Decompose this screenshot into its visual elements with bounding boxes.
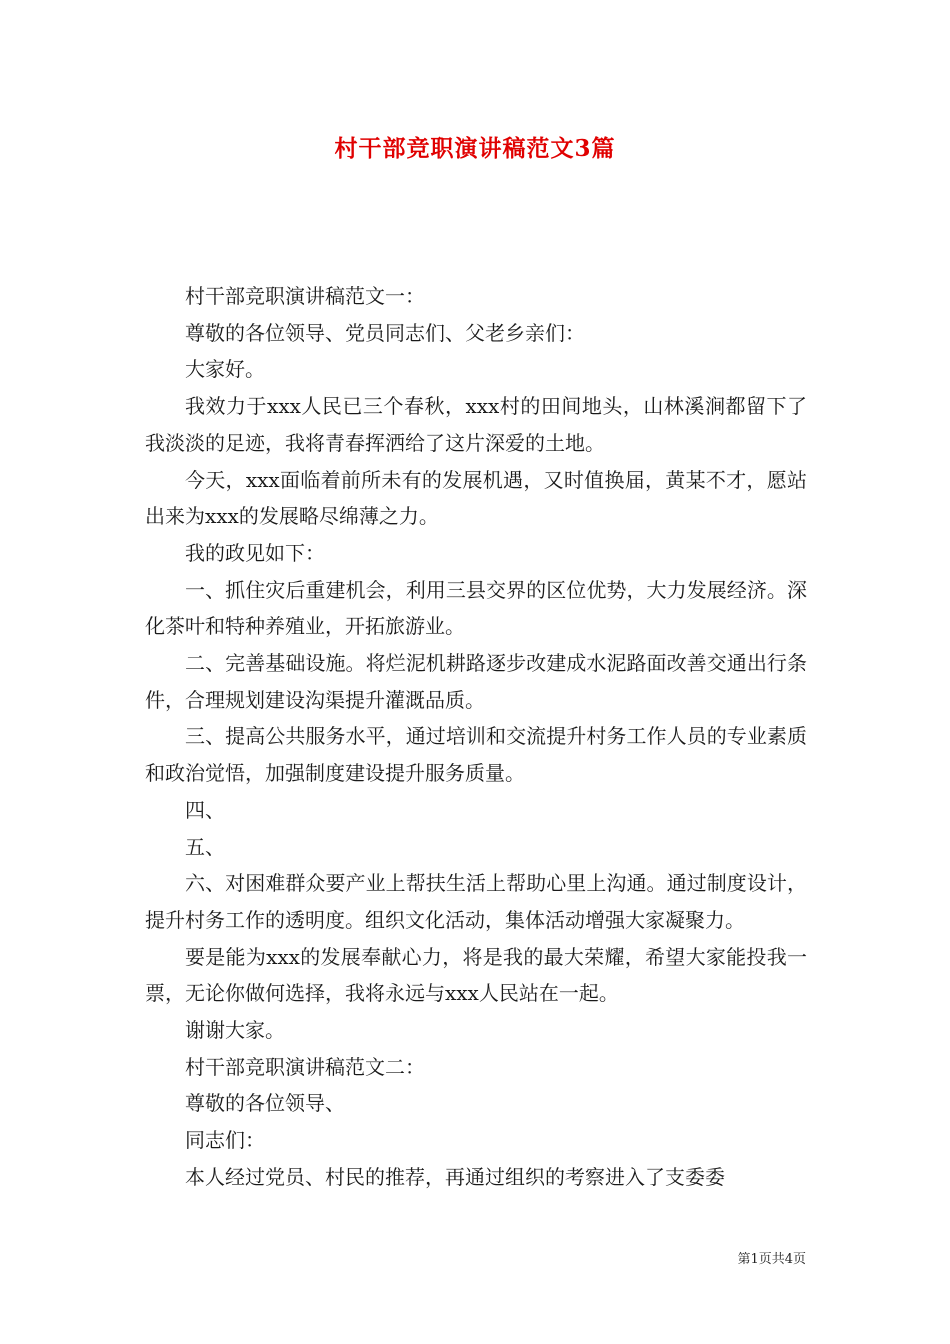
paragraph: 尊敬的各位领导、党员同志们、父老乡亲们： (185, 320, 585, 345)
paragraph: 五、 (185, 834, 225, 859)
paragraph: 我效力于xxx人民已三个春秋，xxx村的田间地头，山林溪涧都留下了我淡淡的足迹，我将青春挥洒给了这片深爱的土地。 (145, 394, 807, 455)
paragraph: 尊敬的各位领导、 (185, 1091, 345, 1116)
paragraph: 谢谢大家。 (185, 1018, 285, 1043)
paragraph: 村干部竞职演讲稿范文一： (185, 284, 425, 308)
paragraph: 本人经过党员、村民的推荐，再通过组织的考察进入了支委委 (185, 1164, 725, 1189)
document-body (145, 278, 807, 1196)
paragraph: 一、抓住灾后重建机会，利用三县交界的区位优势，大力发展经济。深化茶叶和特种养殖业，开拓旅游业。 (145, 577, 807, 639)
paragraph: 同志们： (185, 1128, 265, 1153)
paragraph: 二、完善基础设施。将烂泥机耕路逐步改建成水泥路面改善交通出行条件，合理规划建设沟渠提升灌溉品质。 (145, 651, 807, 712)
paragraph: 四、 (185, 797, 225, 822)
paragraph: 村干部竞职演讲稿范文二： (185, 1054, 425, 1079)
paragraph: 三、提高公共服务水平，通过培训和交流提升村务工作人员的专业素质和政治觉悟，加强制度建设提升服务质量。 (145, 724, 807, 786)
paragraph: 今天，xxx面临着前所未有的发展机遇，又时值换届，黄某不才，愿站出来为xxx的发展略尽绵薄之力。 (145, 467, 807, 529)
paragraph: 六、对困难群众要产业上帮扶生活上帮助心里上沟通。通过制度设计，提升村务工作的透明度。组织文化活动，集体活动增强大家凝聚力。 (145, 871, 807, 932)
paragraph: 要是能为xxx的发展奉献心力，将是我的最大荣耀，希望大家能投我一票，无论你做何选择，我将永远与xxx人民站在一起。 (145, 944, 807, 1006)
paragraph: 大家好。 (185, 357, 265, 382)
document-title: 村干部竞职演讲稿范文3篇 (334, 135, 616, 162)
page-number: 第1页共4页 (737, 1252, 806, 1267)
paragraph: 我的政见如下： (185, 540, 325, 565)
